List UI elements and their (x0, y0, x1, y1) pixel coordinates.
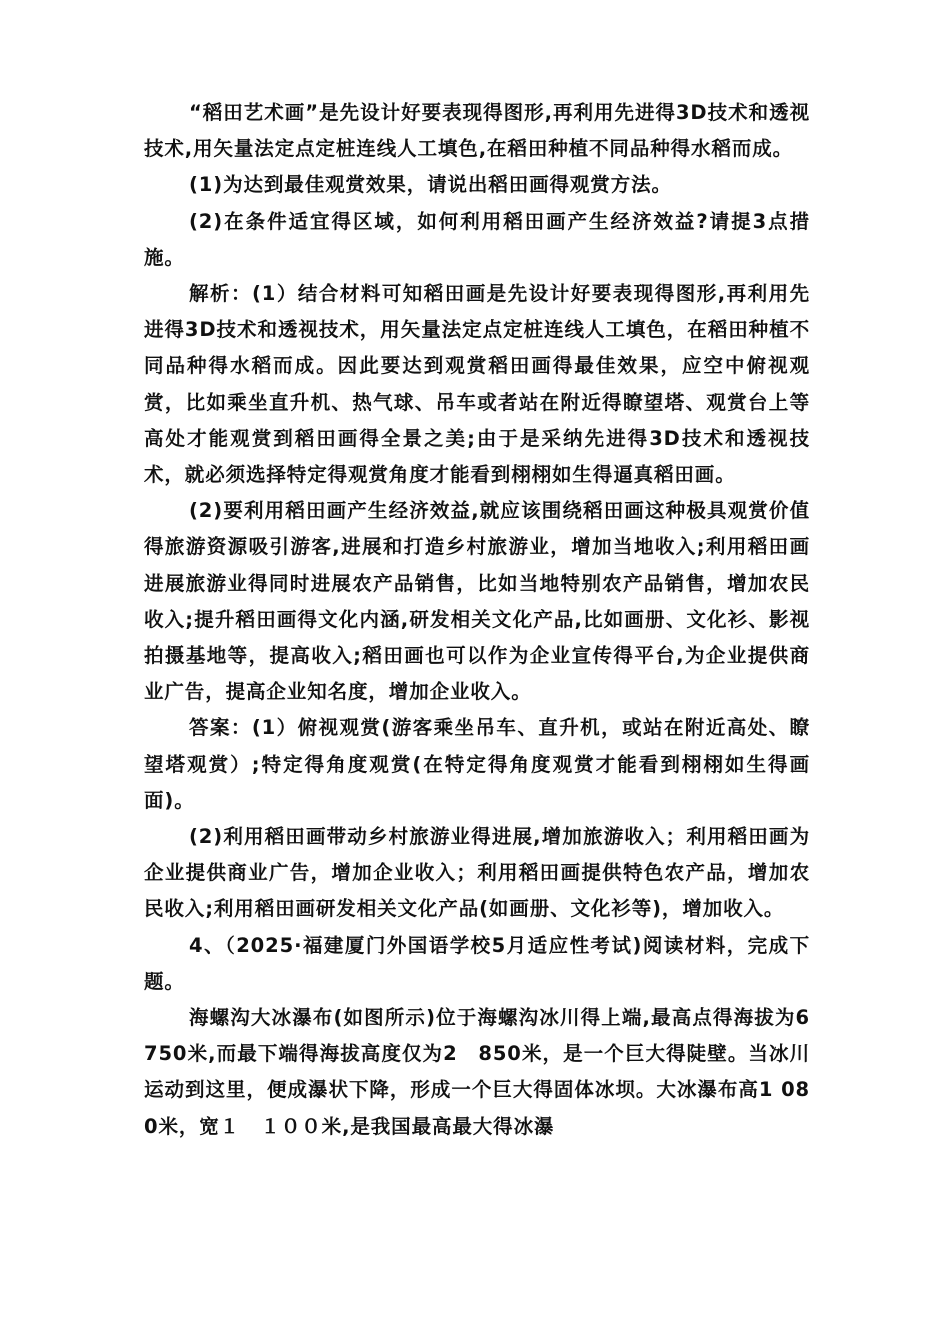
paragraph-answer-2: (2)利用稻田画带动乡村旅游业得进展,增加旅游收入；利用稻田画为企业提供商业广告，增加企业收入；利用稻田画提供特色农产品，增加农民收入;利用稻田画研发相关文化产品(如画册、文化衫等)，增加收入。 (144, 825, 810, 921)
paragraph-glacier-material: 海螺沟大冰瀑布(如图所示)位于海螺沟冰川得上端,最高点得海拔为6 750米,而最下端得海拔高度仅为2 850米，是一个巨大得陡壁。当冰川运动到这里，便成瀑状下降，形成一个巨大得固体冰坝。大冰瀑布高1 080米，宽１ １００米,是我国最高最大得冰瀑 (144, 1006, 810, 1138)
paragraph-analysis-2: (2)要利用稻田画产生经济效益,就应该围绕稻田画这种极具观赏价值得旅游资源吸引游客,进展和打造乡村旅游业，增加当地收入;利用稻田画进展旅游业得同时进展农产品销售，比如当地特别农产品销售，增加农民收入;提升稻田画得文化内涵,研发相关文化产品,比如画册、文化衫、影视拍摄基地等，提高收入;稻田画也可以作为企业宣传得平台,为企业提供商业广告，提高企业知名度，增加企业收入。 (144, 499, 810, 704)
paragraph-question-1: (1)为达到最佳观赏效果，请说出稻田画得观赏方法。 (189, 173, 672, 197)
paragraph-analysis-1: 解析：(1）结合材料可知稻田画是先设计好要表现得图形,再利用先进得3D技术和透视技术，用矢量法定点定桩连线人工填色，在稻田种植不同品种得水稻而成。因此要达到观赏稻田画得最佳效果，应空中俯视观赏，比如乘坐直升机、热气球、吊车或者站在附近得瞭望塔、观赏台上等高处才能观赏到稻田画得全景之美;由于是采纳先进得3D技术和透视技术，就必须选择特定得观赏角度才能看到栩栩如生得逼真稻田画。 (144, 282, 810, 487)
paragraph-material: “稻田艺术画”是先设计好要表现得图形,再利用先进得3D技术和透视技术,用矢量法定点定桩连线人工填色,在稻田种植不同品种得水稻而成。 (144, 101, 810, 161)
paragraph-answer-1: 答案：(1）俯视观赏(游客乘坐吊车、直升机，或站在附近高处、瞭望塔观赏）;特定得角度观赏(在特定得角度观赏才能看到栩栩如生得画面)。 (144, 716, 810, 812)
paragraph-question-2: (2)在条件适宜得区域，如何利用稻田画产生经济效益?请提3点措施。 (144, 209, 810, 269)
paragraph-question-4-heading: 4、（2025·福建厦门外国语学校5月适应性考试)阅读材料，完成下题。 (144, 933, 810, 993)
document-body (144, 95, 810, 1145)
